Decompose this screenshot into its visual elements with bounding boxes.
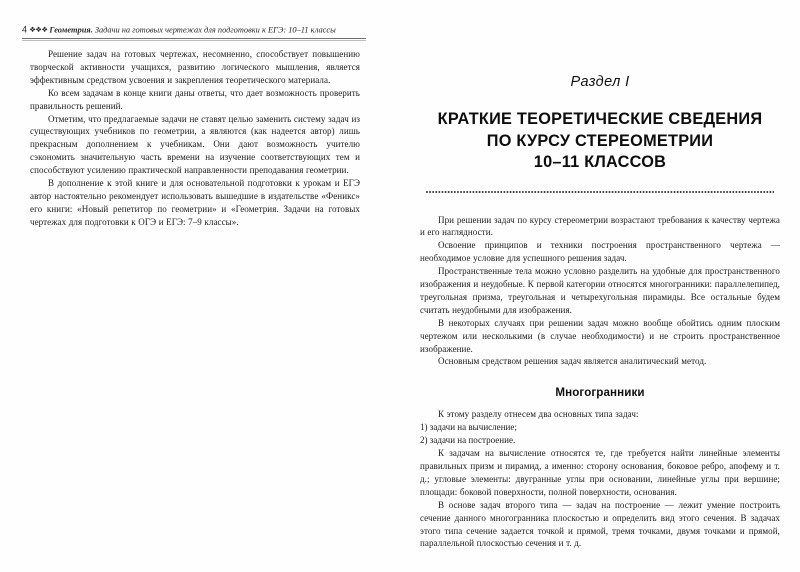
paragraph: В дополнение к этой книге и для основательной подготовки к урокам и ЕГЭ автор настоятельно рекомендует использовать вышедшие в издательстве «Феникс» его книги: «Новый репетитор по геометрии» и «Геометрия. Задачи на готовых чертежах для подготовки к ОГЭ и ЕГЭ: 7–9 классы». [30, 178, 360, 227]
paragraph: В некоторых случаях при решении задач можно вообще обойтись одним плоским чертежом или несколькими (в случае необходимости) и не строить пространственное изображение. [420, 317, 780, 354]
section-title-line: 10–11 КЛАССОВ [533, 153, 667, 171]
left-text-column [30, 48, 360, 229]
paragraph: Пространственные тела можно условно разделить на удобные для пространственного изображения и неудобные. К первой категории относятся многогранники: параллелепипед, треугольная призма, треугольная и четырехугольная пирамиды. Все остальные будем считать неудобными для изображения. [420, 266, 780, 315]
paragraph: Освоение принципов и техники построения пространственного чертежа — необходимое условие для успешного решения задач. [420, 240, 780, 264]
subsection-heading: Многогранники [555, 386, 645, 400]
running-head-title: Геометрия. [49, 25, 93, 35]
section-title [420, 90, 780, 174]
right-section-column [420, 48, 780, 550]
header-rule-shadow [22, 40, 366, 41]
paragraph: При решении задач по курсу стереометрии возрастают требования к качеству чертежа и его наглядности. [420, 214, 780, 238]
paragraph: Решение задач на готовых чертежах, несомненно, способствует повышению творческой активности учащихся, развитию логического мышления, является эффективным средством усвоения и закрепления теоретического материала. [30, 49, 360, 85]
paragraph: Основным средством решения задач является аналитический метод. [438, 356, 707, 367]
paragraph: Отметим, что предлагаемые задачи не ставят целью заменить систему задач из существующих учебников по геометрии, а являются (как надеется автор) лишь прекрасным дополнением к учебникам. Они дают возможность учителю сэкономить значительную часть времени на изучение соответствующих тем и способствуют усилению практической направленности преподавания геометрии. [30, 113, 360, 176]
running-head [22, 24, 368, 36]
section-title-line: КРАТКИЕ ТЕОРЕТИЧЕСКИЕ СВЕДЕНИЯ [437, 110, 763, 128]
paragraph: В основе задач второго типа — задач на построение — лежит умение построить сечение данного многогранника плоскостью и определить вид этого сечения. В задачах этого типа сечение задается точкой и прямой, тремя точками, двумя точками и прямой, параллельной плоскостью сечения и т. д. [420, 499, 780, 549]
section-kicker: Раздел I [570, 74, 630, 90]
list-item: 1) задачи на вычисление; [420, 422, 517, 433]
paragraph: Ко всем задачам в конце книги даны ответы, что дает возможность проверить правильность решений. [30, 87, 360, 111]
section-body [420, 194, 780, 551]
list-item: 2) задачи на построение. [420, 435, 516, 446]
list-intro: К этому разделу отнесем два основных типа задач: [438, 409, 639, 420]
ornament-icon: ❖❖❖ [29, 25, 48, 34]
section-title-line: ПО КУРСУ СТЕРЕОМЕТРИИ [486, 131, 714, 150]
paragraph: К задачам на вычисление относятся те, где требуется найти линейные элементы правильных призм и пирамид, а именно: сторону основания, боковое ребро, апофему и т. д.; угловые элементы: двугранные углы при основании, линейные углы при вершине; площади: боковой поверхности, полной поверхности, основания. [420, 448, 780, 497]
running-head-subtitle: Задачи на готовых чертежах для подготовки к ЕГЭ: 10–11 классы [94, 25, 336, 35]
page-folio: 4 [22, 24, 28, 35]
